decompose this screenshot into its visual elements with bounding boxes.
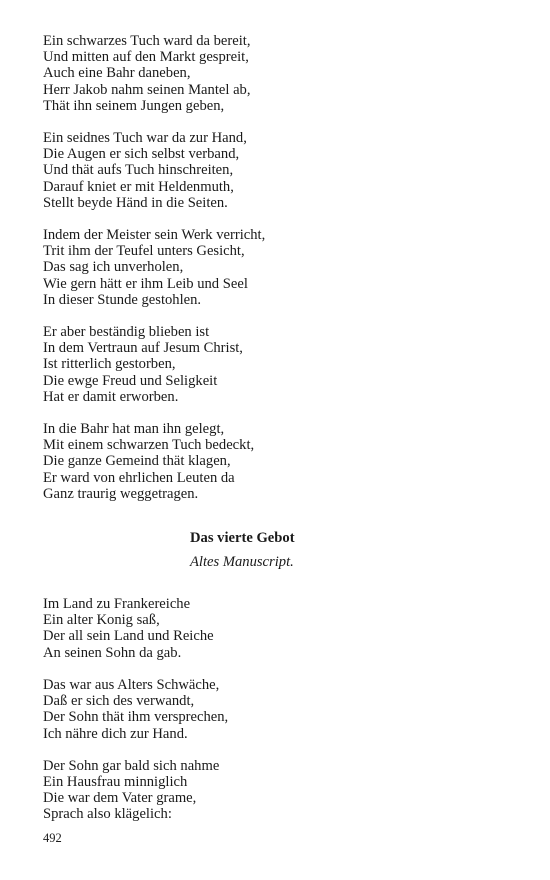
verse-line: An seinen Sohn da gab. [43,644,182,661]
stanza [43,227,513,308]
verse-line: Stellt beyde Händ in die Seiten. [43,194,228,211]
poem-heading [43,528,513,572]
verse-line: Die war dem Vater grame, [43,790,197,807]
verse-line: Ganz traurig weggetragen. [43,485,199,502]
stanza [43,596,513,661]
verse-line: Darauf kniet er mit Heldenmuth, [43,178,234,195]
page-text [43,33,513,823]
stanza [43,758,513,823]
verse-line: Die Augen er sich selbst verband, [43,146,240,163]
verse-line: Ein Hausfrau minniglich [43,773,188,790]
verse-line: Ein schwarzes Tuch ward da bereit, [43,33,251,49]
verse-line: Ein alter Konig saß, [43,612,160,629]
verse-line: In die Bahr hat man ihn gelegt, [43,421,225,438]
verse-line: Mit einem schwarzen Tuch bedeckt, [43,437,255,454]
poem-das-vierte-gebot [43,596,513,822]
verse-line: Der all sein Land und Reiche [43,628,214,645]
verse-line: Ich nähre dich zur Hand. [43,725,188,742]
stanza [43,33,513,114]
verse-line: In dem Vertraun auf Jesum Christ, [43,340,243,357]
verse-line: In dieser Stunde gestohlen. [43,291,202,308]
poem-title: Das vierte Gebot [190,530,295,547]
verse-line: Daß er sich des verwandt, [43,693,195,710]
verse-line: Das sag ich unverholen, [43,259,184,276]
stanza [43,324,513,405]
verse-line: Herr Jakob nahm seinen Mantel ab, [43,81,251,98]
verse-line: Ein seidnes Tuch war da zur Hand, [43,130,247,147]
verse-line: Die ganze Gemeind thät klagen, [43,453,231,470]
verse-line: Das war aus Alters Schwäche, [43,676,220,693]
verse-line: Der Sohn thät ihm versprechen, [43,709,229,726]
poem-source: Altes Manuscript. [190,554,294,571]
verse-line: Thät ihn seinem Jungen geben, [43,97,225,114]
verse-line: Und thät aufs Tuch hinschreiten, [43,162,234,179]
verse-line: Der Sohn gar bald sich nahme [43,757,220,774]
verse-line: Die ewge Freud und Seligkeit [43,372,218,389]
verse-line: Wie gern hätt er ihm Leib und Seel [43,275,248,292]
stanza [43,130,513,211]
stanza [43,421,513,502]
verse-line: Ist ritterlich gestorben, [43,356,176,373]
stanza [43,677,513,742]
poem-continuation [43,33,513,502]
verse-line: Er ward von ehrlichen Leuten da [43,469,235,486]
verse-line: Im Land zu Frankereiche [43,596,191,613]
verse-line: Sprach also klägelich: [43,806,172,823]
verse-line: Indem der Meister sein Werk verricht, [43,227,266,244]
verse-line: Hat er damit erworben. [43,388,179,405]
verse-line: Auch eine Bahr daneben, [43,65,191,82]
verse-line: Trit ihm der Teufel unters Gesicht, [43,243,245,260]
verse-line: Er aber beständig blieben ist [43,324,210,341]
page-number: 492 [43,831,62,845]
verse-line: Und mitten auf den Markt gespreit, [43,49,249,66]
